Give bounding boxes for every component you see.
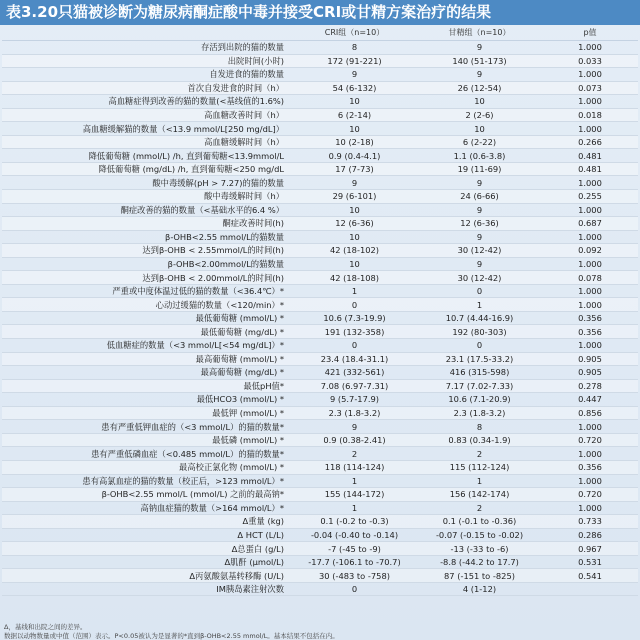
row-cri-value: 0 [292,582,417,596]
table-row [2,582,638,596]
row-cri-value: 172 (91-221) [292,54,417,68]
results-table [2,24,638,596]
row-p-value: 1.000 [542,447,638,461]
row-label: 出院时间(小时) [2,54,292,68]
row-cri-value: 0.9 (0.4-4.1) [292,149,417,163]
header-p-value: p值 [542,24,638,41]
row-label: 高血糖缓解猫的数量（<13.9 mmol/L[250 mg/dL]） [2,122,292,136]
row-glargine-value: 9 [417,257,542,271]
row-cri-value: 1 [292,501,417,515]
row-glargine-value: 26 (12-54) [417,81,542,95]
row-cri-value: 42 (18-102) [292,244,417,258]
row-glargine-value: 9 [417,176,542,190]
row-cri-value: 8 [292,41,417,55]
table-row [2,420,638,434]
row-cri-value: 2.3 (1.8-3.2) [292,406,417,420]
row-glargine-value: 9 [417,230,542,244]
row-label: Δ总蛋白 (g/L) [2,542,292,556]
row-glargine-value: 2 [417,447,542,461]
row-p-value: 0.447 [542,393,638,407]
row-p-value: 0.278 [542,379,638,393]
row-label: 最低pH值* [2,379,292,393]
row-cri-value: 10 [292,95,417,109]
row-p-value: 0.720 [542,488,638,502]
row-label: 高血糖症得到改善的猫的数量(<基线值的1.6%) [2,95,292,109]
row-label: Δ HCT (L/L) [2,528,292,542]
row-glargine-value: 1.1 (0.6-3.8) [417,149,542,163]
row-glargine-value: 8 [417,420,542,434]
row-cri-value: 6 (2-14) [292,108,417,122]
table-header-row [2,24,638,41]
row-p-value: 0.286 [542,528,638,542]
row-glargine-value: 87 (-151 to -825) [417,569,542,583]
row-label: Δ丙氨酸氨基转移酶 (U/L) [2,569,292,583]
table-row [2,569,638,583]
row-p-value: 0.356 [542,311,638,325]
row-cri-value: 17 (7-73) [292,162,417,176]
row-cri-value: 10.6 (7.3-19.9) [292,311,417,325]
row-cri-value: 9 [292,176,417,190]
row-glargine-value: 23.1 (17.5-33.2) [417,352,542,366]
row-label: 最低钾 (mmol/L) * [2,406,292,420]
row-p-value: 0.078 [542,271,638,285]
row-glargine-value: 10 [417,95,542,109]
table-row [2,271,638,285]
row-p-value [542,582,638,596]
row-label: 最低HCO3 (mmol/L) * [2,393,292,407]
row-p-value: 1.000 [542,298,638,312]
row-p-value: 0.687 [542,217,638,231]
row-glargine-value: 10.7 (4.44-16.9) [417,311,542,325]
row-cri-value: 0.9 (0.38-2.41) [292,433,417,447]
row-p-value: 1.000 [542,257,638,271]
table-row [2,366,638,380]
row-cri-value: 23.4 (18.4-31.1) [292,352,417,366]
table-row [2,379,638,393]
row-p-value: 0.033 [542,54,638,68]
table-row [2,176,638,190]
table-row [2,298,638,312]
row-label: 最高葡萄糖 (mmol/L) * [2,352,292,366]
row-cri-value: 0 [292,339,417,353]
row-label: 酸中毒缓解(pH > 7.27)的猫的数量 [2,176,292,190]
row-glargine-value: 0.83 (0.34-1.9) [417,433,542,447]
row-glargine-value: -13 (-33 to -6) [417,542,542,556]
row-glargine-value: 30 (12-42) [417,244,542,258]
table-row [2,284,638,298]
row-glargine-value: 9 [417,203,542,217]
row-cri-value: 10 [292,230,417,244]
row-label: 患有严重低钾血症的（<3 mmol/L）的猫的数量* [2,420,292,434]
row-cri-value: 155 (144-172) [292,488,417,502]
table-row [2,352,638,366]
table-row [2,433,638,447]
row-p-value: 1.000 [542,41,638,55]
row-p-value: 0.481 [542,162,638,176]
row-glargine-value: -8.8 (-44.2 to 17.7) [417,555,542,569]
row-glargine-value: 0.1 (-0.1 to -0.36) [417,515,542,529]
table-row [2,244,638,258]
row-cri-value: 0 [292,298,417,312]
row-p-value: 0.905 [542,352,638,366]
table-row [2,135,638,149]
table-row [2,95,638,109]
row-p-value: 1.000 [542,501,638,515]
row-p-value: 1.000 [542,339,638,353]
row-p-value: 0.073 [542,81,638,95]
row-cri-value: 29 (6-101) [292,190,417,204]
row-label: 心动过缓猫的数量（<120/min）* [2,298,292,312]
table-row [2,108,638,122]
table-row [2,501,638,515]
row-label: 酮症改善时间(h) [2,217,292,231]
table-row [2,122,638,136]
table-row [2,339,638,353]
row-label: 高钠血症猫的数量（>164 mmol/L）* [2,501,292,515]
row-label: 最高校正氯化物 (mmol/L) * [2,460,292,474]
row-p-value: 0.733 [542,515,638,529]
row-glargine-value: 7.17 (7.02-7.33) [417,379,542,393]
row-p-value: 0.092 [542,244,638,258]
row-label: 最高葡萄糖 (mg/dL) * [2,366,292,380]
header-cri: CRI组（n=10） [292,24,417,41]
row-label: Δ肌酐 (μmol/L) [2,555,292,569]
row-label: 患有严重低磷血症（<0.485 mmol/L）的猫的数量* [2,447,292,461]
row-cri-value: 42 (18-108) [292,271,417,285]
table-row [2,542,638,556]
row-glargine-value: 24 (6-66) [417,190,542,204]
row-cri-value: 421 (332-561) [292,366,417,380]
row-label: 低血糖症的数量（<3 mmol/L[<54 mg/dL]）* [2,339,292,353]
row-p-value: 0.720 [542,433,638,447]
row-p-value: 0.905 [542,366,638,380]
row-glargine-value: 12 (6-36) [417,217,542,231]
header-label [2,24,292,41]
row-cri-value: 118 (114-124) [292,460,417,474]
table-row [2,528,638,542]
table-row [2,311,638,325]
row-cri-value: 54 (6-132) [292,81,417,95]
row-label: IM胰岛素注射次数 [2,582,292,596]
table-row [2,474,638,488]
table-row [2,190,638,204]
row-glargine-value: 9 [417,41,542,55]
row-p-value: 0.356 [542,460,638,474]
row-glargine-value: 10 [417,122,542,136]
table-row [2,203,638,217]
row-p-value: 0.356 [542,325,638,339]
row-cri-value: 0.1 (-0.2 to -0.3) [292,515,417,529]
row-cri-value: 10 (2-18) [292,135,417,149]
row-p-value: 0.967 [542,542,638,556]
footnote-2: 数据以动物数量或中值（范围）表示。P<0.05被认为是显著的*直到β-OHB<2.55 mmol/L。基本结果不包括在内。 [4,632,339,640]
row-cri-value: 9 [292,420,417,434]
row-label: Δ重量 (kg) [2,515,292,529]
row-cri-value: 9 [292,68,417,82]
row-label: β-OHB<2.00mmol/L的猫数量 [2,257,292,271]
row-glargine-value: 156 (142-174) [417,488,542,502]
row-label: 存活到出院的猫的数量 [2,41,292,55]
header-glargine: 甘精组（n=10） [417,24,542,41]
row-label: 患有高氯血症的猫的数量（校正后，>123 mmol/L）* [2,474,292,488]
row-glargine-value: 140 (51-173) [417,54,542,68]
row-glargine-value: 9 [417,68,542,82]
footnote-1: Δ，基线和出院之间的差异。 [4,623,87,631]
table-body [2,41,638,596]
row-p-value: 1.000 [542,95,638,109]
row-label: β-OHB<2.55 mmol/L的猫数量 [2,230,292,244]
table-row [2,149,638,163]
row-label: 严重或中度体温过低的猫的数量（<36.4℃）* [2,284,292,298]
row-glargine-value: 1 [417,474,542,488]
row-glargine-value: 30 (12-42) [417,271,542,285]
row-p-value: 0.856 [542,406,638,420]
row-cri-value: 1 [292,284,417,298]
row-p-value: 1.000 [542,68,638,82]
table-row [2,488,638,502]
row-p-value: 0.018 [542,108,638,122]
table-row [2,406,638,420]
row-glargine-value: 115 (112-124) [417,460,542,474]
row-cri-value: -7 (-45 to -9) [292,542,417,556]
row-p-value: 1.000 [542,230,638,244]
row-label: 高血糖改善时间（h） [2,108,292,122]
row-glargine-value: 4 (1-12) [417,582,542,596]
row-label: 最低磷 (mmol/L) * [2,433,292,447]
row-p-value: 1.000 [542,420,638,434]
row-label: 降低葡萄糖 (mmol/L) /h, 直到葡萄糖<13.9mmol/L [2,149,292,163]
row-glargine-value: 2 (2-6) [417,108,542,122]
row-label: 高血糖缓解时间（h） [2,135,292,149]
table-row [2,460,638,474]
row-p-value: 1.000 [542,203,638,217]
row-p-value: 1.000 [542,122,638,136]
row-cri-value: 10 [292,257,417,271]
table-row [2,162,638,176]
table-row [2,68,638,82]
table-row [2,325,638,339]
row-p-value: 0.531 [542,555,638,569]
row-glargine-value: 6 (2-22) [417,135,542,149]
row-p-value: 1.000 [542,474,638,488]
row-cri-value: 9 (5.7-17.9) [292,393,417,407]
row-label: 酸中毒缓解时间（h） [2,190,292,204]
row-label: 达到β-OHB < 2.55mmol/L的时间(h) [2,244,292,258]
row-p-value: 0.266 [542,135,638,149]
table-row [2,41,638,55]
row-cri-value: 191 (132-358) [292,325,417,339]
row-p-value: 1.000 [542,176,638,190]
table-row [2,257,638,271]
row-label: 自发进食的猫的数量 [2,68,292,82]
row-cri-value: -17.7 (-106.1 to -70.7) [292,555,417,569]
row-cri-value: 7.08 (6.97-7.31) [292,379,417,393]
row-label: 达到β-OHB < 2.00mmol/L的时间(h) [2,271,292,285]
row-cri-value: 2 [292,447,417,461]
row-label: 首次自发进食的时间（h） [2,81,292,95]
table-row [2,393,638,407]
row-label: 最低葡萄糖 (mg/dL) * [2,325,292,339]
row-cri-value: 10 [292,122,417,136]
table-row [2,555,638,569]
row-glargine-value: 416 (315-598) [417,366,542,380]
row-cri-value: -0.04 (-0.40 to -0.14) [292,528,417,542]
row-glargine-value: -0.07 (-0.15 to -0.02) [417,528,542,542]
row-p-value: 0.255 [542,190,638,204]
row-glargine-value: 10.6 (7.1-20.9) [417,393,542,407]
row-label: 降低葡萄糖 (mg/dL) /h, 直到葡萄糖<250 mg/dL [2,162,292,176]
row-cri-value: 12 (6-36) [292,217,417,231]
row-glargine-value: 2 [417,501,542,515]
row-glargine-value: 1 [417,298,542,312]
row-glargine-value: 2.3 (1.8-3.2) [417,406,542,420]
table-title: 表3.20只猫被诊断为糖尿病酮症酸中毒并接受CRI或甘精方案治疗的结果 [0,0,640,25]
table-row [2,515,638,529]
row-cri-value: 1 [292,474,417,488]
row-p-value: 0.541 [542,569,638,583]
table-row [2,54,638,68]
table-row [2,447,638,461]
row-glargine-value: 19 (11-69) [417,162,542,176]
row-label: β-OHB<2.55 mmol/L (mmol/L) 之前的最高钠* [2,488,292,502]
table-row [2,217,638,231]
row-p-value: 0.481 [542,149,638,163]
table-row [2,81,638,95]
row-label: 最低葡萄糖 (mmol/L) * [2,311,292,325]
row-glargine-value: 192 (80-303) [417,325,542,339]
row-cri-value: 10 [292,203,417,217]
row-glargine-value: 0 [417,284,542,298]
row-p-value: 1.000 [542,284,638,298]
row-label: 酮症改善的猫的数量（<基础水平的6.4 %） [2,203,292,217]
row-glargine-value: 0 [417,339,542,353]
table-row [2,230,638,244]
row-cri-value: 30 (-483 to -758) [292,569,417,583]
